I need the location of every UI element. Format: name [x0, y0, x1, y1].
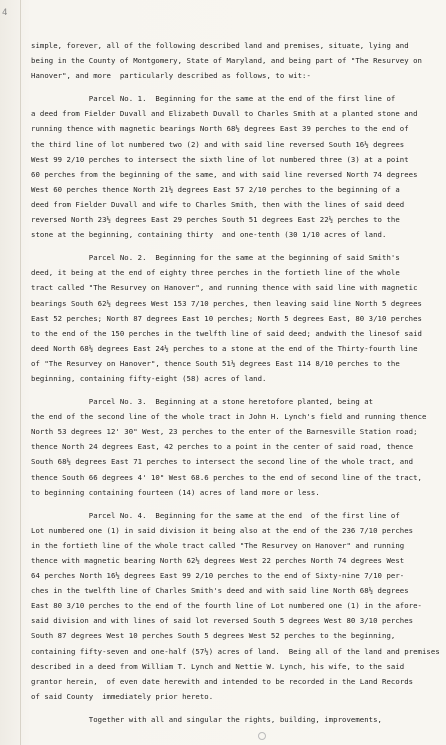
paragraph-spacer — [31, 704, 431, 712]
text-line: stone at the beginning, containing thirty and one-tenth (30 1/10 acres of land. — [31, 230, 387, 240]
paragraph — [31, 508, 440, 704]
text-line: South 87 degrees West 10 perches South 5 degrees West 52 perches to the beginning, — [31, 631, 396, 641]
text-line: West 60 perches thence North 21½ degrees East 57 2/10 perches to the beginning of a — [31, 184, 400, 194]
text-line: a deed from Fielder Duvall and Elizabeth Duvall to Charles Smith at a planted stone and — [31, 109, 418, 119]
paragraph — [31, 712, 431, 727]
text-line: Hanover", and more particularly described as follows, to wit:- — [31, 71, 311, 81]
text-line: Parcel No. 4. Beginning for the same at the end of the first line of — [31, 510, 400, 520]
paragraph-spacer — [31, 83, 431, 91]
text-line: 60 perches from the beginning of the same, and with said line reversed North 74 degrees — [31, 169, 418, 179]
paragraph — [31, 394, 431, 500]
text-line: to the end of the 150 perches in the twelfth line of said deed; andwith the linesof said — [31, 328, 422, 338]
text-line: Parcel No. 1. Beginning for the same at the end of the first line of — [31, 94, 396, 104]
text-line: bearings South 62½ degrees West 153 7/10 perches, then leaving said line North 5 degrees — [31, 298, 422, 308]
text-line: the third line of lot numbered two (2) and with said line reversed South 16½ degrees — [31, 139, 405, 149]
text-line: the end of the second line of the whole tract in John H. Lynch's field and running thence — [31, 412, 427, 422]
text-line: of "The Resurvey on Hanover", thence South 51½ degrees East 114 8/10 perches to the — [31, 358, 400, 368]
text-line: containing fifty-seven and one-half (57½) acres of land. Being all of the land and premises — [31, 646, 440, 656]
text-line: tract called "The Resurvey on Hanover", and running thence with said line with magnetic — [31, 283, 418, 293]
text-line: simple, forever, all of the following described land and premises, situate, lying and — [31, 41, 409, 50]
punch-hole-mark — [258, 732, 266, 740]
text-line: of said County immediately prior hereto. — [31, 691, 214, 701]
text-line: East 52 perches; North 87 degrees East 10 perches; North 5 degrees East, 80 3/10 perches — [31, 313, 422, 323]
text-line: running thence with magnetic bearings North 68½ degrees East 39 perches to the end of — [31, 124, 409, 134]
text-line: Lot numbered one (1) in said division it being also at the end of the 236 7/10 perches — [31, 525, 414, 535]
deed-text-body — [31, 38, 440, 727]
text-line: Parcel No. 3. Beginning at a stone heretofore planted, being at — [31, 397, 374, 407]
paragraph-spacer — [31, 500, 431, 508]
text-line: grantor herein, of even date herewith and intended to be recorded in the Land Records — [31, 676, 414, 686]
paragraph — [31, 250, 431, 386]
paragraph — [31, 38, 431, 83]
paragraph-spacer — [31, 386, 431, 394]
text-line: to beginning containing fourteen (14) acres of land more or less. — [31, 487, 320, 497]
text-line: thence North 24 degrees East, 42 perches to a point in the center of said road, thence — [31, 442, 414, 452]
margin-mark: 4 — [2, 8, 8, 18]
text-line: South 68½ degrees East 71 perches to intersect the second line of the whole tract, and — [31, 457, 414, 467]
text-line: West 99 2/10 perches to intersect the sixth line of lot numbered three (3) at a point — [31, 154, 409, 164]
text-line: deed North 68½ degrees East 24½ perches to a stone at the end of the Thirty-fourth line — [31, 343, 418, 353]
text-line: said division and with lines of said lot reversed South 5 degrees West 80 3/10 perches — [31, 616, 414, 626]
text-line: deed from Fielder Duvall and wife to Charles Smith, then with the lines of said deed — [31, 199, 405, 209]
text-line: being in the County of Montgomery, State of Maryland, and being part of "The Resurvey on — [31, 56, 422, 66]
text-line: in the fortieth line of the whole tract called "The Resurvey on Hanover" and running — [31, 540, 405, 550]
text-line: 64 perches North 16½ degrees East 99 2/10 perches to the end of Sixty-nine 7/10 per- — [31, 571, 405, 581]
text-line: beginning, containing fifty-eight (58) acres of land. — [31, 373, 267, 383]
text-line: Parcel No. 2. Beginning for the same at the beginning of said Smith's — [31, 253, 400, 263]
text-line: East 80 3/10 perches to the end of the fourth line of Lot numbered one (1) in the afore- — [31, 601, 422, 611]
paragraph-spacer — [31, 242, 431, 250]
binding-margin-line — [20, 0, 21, 745]
text-line: described in a deed from William T. Lynch and Nettie W. Lynch, his wife, to the said — [31, 661, 405, 671]
text-line: deed, it being at the end of eighty three perches in the fortieth line of the whole — [31, 268, 400, 278]
text-line: ches in the twelfth line of Charles Smith's deed and with said line North 68½ degrees — [31, 586, 409, 596]
text-line: thence South 66 degrees 4' 10" West 68.6 perches to the end of second line of the tract, — [31, 472, 422, 482]
text-line: reversed North 23½ degrees East 29 perches South 51 degrees East 22½ perches to the — [31, 215, 400, 225]
text-line: thence with magnetic bearing North 62½ degrees West 22 perches North 74 degrees West — [31, 556, 405, 565]
paragraph — [31, 91, 431, 242]
text-line: Together with all and singular the rights, building, improvements, — [31, 714, 383, 724]
text-line: North 53 degrees 12' 30" West, 23 perches to the enter of the Barnesville Station road; — [31, 427, 418, 437]
